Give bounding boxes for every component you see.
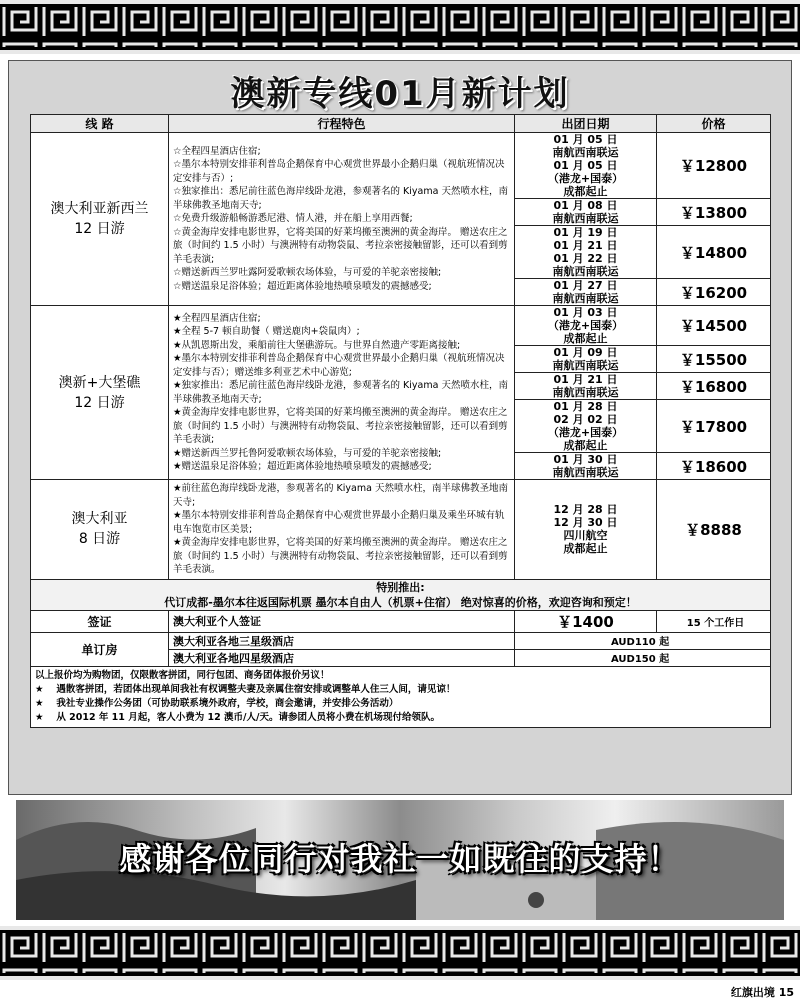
departure-line: 12 月 30 日 — [553, 516, 618, 530]
departure-line: 南航西南联运 — [552, 466, 619, 479]
feature-item: ★独家推出：悉尼前往蓝色海岸线卧龙港，参观著名的 Kiyama 天然喷水柱，南半球佛教圣地南天寺; — [173, 380, 508, 405]
departure-line: 01 月 05 日 — [553, 133, 618, 146]
feature-item: ☆黄金海岸安排电影世界，它将美国的好莱坞搬至澳洲的黄金海岸。 赠送农庄之旅（时间约 1.5 小时）与澳洲特有动物袋鼠、考拉亲密接触留影，还可以看到剪羊毛表演; — [173, 226, 508, 265]
page-title: 澳新专线01月新计划 — [230, 74, 570, 114]
departure-dates — [515, 199, 657, 226]
itinerary-body — [31, 133, 771, 580]
feature-item: ★从凯恩斯出发，乘船前往大堡礁游玩。与世界自然遗产零距离接触; — [173, 339, 461, 351]
note-line: ★ 我社专业操作公务团（可协助联系境外政府，学校，商会邀请，并安排公务活动） — [35, 697, 399, 709]
departure-dates — [515, 306, 657, 346]
feature-item: ★全程 5-7 顿自助餐（ 赠送鹿肉+袋鼠肉）; — [173, 326, 360, 337]
hotel-price: AUD110 起 — [515, 632, 771, 649]
visa-row — [31, 610, 771, 632]
top-border-pattern — [0, 0, 800, 54]
table-row — [31, 480, 771, 580]
price-cell: ￥14500 — [657, 306, 771, 346]
departure-line: 南航西南联运 — [552, 212, 619, 225]
departure-line: 12 月 28 日 — [553, 503, 618, 517]
bottom-greek-key-border — [0, 926, 800, 980]
feature-item: ☆墨尔本特别安排菲利普岛企鹅保育中心观赏世界最小企鹅归巢（视航班情况决定安排与否）; — [173, 159, 505, 184]
note-line: ★ 遇散客拼团，若团体出现单间我社有权调整夫妻及亲属住宿安排或调整单人住三人间，请见谅！ — [35, 683, 456, 695]
departure-line: 01 月 30 日 — [553, 453, 618, 466]
feature-item: ☆全程四星酒店住宿; — [173, 145, 261, 157]
departure-line: 成都起止 — [563, 185, 608, 198]
feature-item: ★墨尔本特别安排菲利普岛企鹅保育中心观赏世界最小企鹅归巢及乘坐环城有轨电车饱览市区美景; — [173, 510, 505, 535]
price-cell: ￥12800 — [657, 133, 771, 199]
departure-line: 01 月 03 日 — [553, 306, 618, 319]
hotel-price: AUD150 起 — [515, 649, 771, 666]
departure-line: 南航西南联运 — [552, 386, 619, 399]
table-row — [31, 133, 771, 199]
special-offer — [31, 579, 771, 610]
hotel-row — [31, 632, 771, 649]
departure-line: 01 月 22 日 — [553, 252, 618, 265]
header-features: 行程特色 — [169, 115, 515, 133]
price-cell: ￥13800 — [657, 199, 771, 226]
features-cell — [169, 133, 515, 306]
feature-item: ☆独家推出：悉尼前往蓝色海岸线卧龙港，参观著名的 Kiyama 天然喷水柱，南半球佛教圣地南天寺; — [173, 186, 508, 211]
note-line: 以上报价均为购物团，仅限散客拼团，同行包团、商务团体报价另议！ — [35, 669, 330, 681]
note-line: ★ 从 2012 年 11 月起，客人小费为 12 澳币/人/天。请参团人员将小费在机场现付给领队。 — [35, 711, 440, 723]
departure-line: （港龙+国泰） — [547, 319, 624, 332]
top-greek-key-border — [0, 0, 800, 54]
table-row — [31, 306, 771, 346]
departure-line: 南航西南联运 — [552, 292, 619, 305]
banner-text: 感谢各位同行对我社一如既往的支持！ — [119, 840, 681, 878]
route-name: 澳大利亚 — [71, 511, 128, 528]
visa-time: 15 个工作日 — [657, 610, 771, 632]
departure-line: 01 月 28 日 — [553, 400, 618, 413]
departure-line: 南航西南联运 — [552, 359, 619, 372]
hotel-name: 澳大利亚各地四星级酒店 — [169, 649, 515, 666]
price-cell: ￥18600 — [657, 453, 771, 480]
feature-item: ★赠送新西兰罗托鲁阿爱歌顿农场体验，与可爱的羊驼亲密接触; — [173, 447, 442, 459]
features-cell — [169, 306, 515, 480]
departure-dates — [515, 346, 657, 373]
route-days: 12 日游 — [74, 394, 125, 411]
departure-dates — [515, 226, 657, 279]
departure-line: （港龙+国泰） — [547, 426, 624, 439]
special-row — [31, 579, 771, 610]
price-cell: ￥16200 — [657, 279, 771, 306]
feature-item: ★黄金海岸安排电影世界，它将美国的好莱坞搬至澳洲的黄金海岸。 赠送农庄之旅（时间约 1.5 小时）与澳洲特有动物袋鼠、考拉亲密接触留影，还可以看到剪羊毛表演。 — [173, 537, 508, 575]
feature-item: ★前往蓝色海岸线卧龙港，参观著名的 Kiyama 天然喷水柱，南半球佛教圣地南天寺; — [173, 483, 508, 508]
departure-dates — [515, 373, 657, 400]
departure-dates — [515, 400, 657, 453]
hotel-name: 澳大利亚各地三星级酒店 — [169, 632, 515, 649]
departure-line: 01 月 21 日 — [553, 239, 618, 252]
departure-dates — [515, 480, 657, 580]
couple-figure — [528, 892, 544, 908]
departure-dates — [515, 453, 657, 480]
price-cell: ￥15500 — [657, 346, 771, 373]
feature-item: ☆免费升级游船畅游悉尼港、情人港，并在船上享用西餐; — [173, 213, 413, 225]
page-footer: 红旗出境 15 — [730, 986, 794, 999]
feature-item: ★黄金海岸安排电影世界，它将美国的好莱坞搬至澳洲的黄金海岸。 赠送农庄之旅（时间约 1.5 小时）与澳洲特有动物袋鼠、考拉亲密接触留影，还可以看到剪羊毛表演; — [173, 407, 508, 445]
route-name-cell — [31, 480, 169, 580]
price-cell: ￥17800 — [657, 400, 771, 453]
special-title: 特别推出: — [376, 580, 425, 594]
header-dates: 出团日期 — [515, 115, 657, 133]
itinerary-table — [30, 114, 771, 728]
feature-item: ★墨尔本特别安排菲利普岛企鹅保育中心观赏世界最小企鹅归巢（视航班情况决定安排与否）；赠送维多利亚艺术中心游览; — [173, 353, 505, 378]
departure-line: 01 月 09 日 — [553, 346, 618, 359]
notes — [31, 666, 771, 727]
route-days: 8 日游 — [78, 531, 121, 548]
departure-dates — [515, 133, 657, 199]
price-cell: ￥8888 — [657, 480, 771, 580]
visa-name: 澳大利亚个人签证 — [169, 610, 515, 632]
header-route: 线 路 — [31, 115, 169, 133]
feature-item: ★全程四星酒店住宿; — [173, 312, 261, 324]
price-cell: ￥14800 — [657, 226, 771, 279]
departure-line: 01 月 08 日 — [553, 199, 618, 212]
hotel-label: 单订房 — [31, 632, 169, 666]
departure-line: 四川航空 — [563, 529, 608, 543]
departure-line: 02 月 02 日 — [553, 413, 618, 426]
feature-item: ☆赠送新西兰罗吐露阿爱歌顿农场体验，与可爱的羊驼亲密接触; — [173, 267, 442, 279]
departure-line: 01 月 19 日 — [553, 226, 618, 239]
departure-line: 成都起止 — [563, 439, 608, 452]
table-header-row — [31, 115, 771, 133]
departure-line: 01 月 27 日 — [553, 279, 618, 292]
departure-dates — [515, 279, 657, 306]
departure-line: 01 月 05 日 — [553, 159, 618, 172]
visa-label: 签证 — [31, 610, 169, 632]
departure-line: 南航西南联运 — [552, 146, 619, 159]
visa-price: ￥1400 — [515, 610, 657, 632]
route-name: 澳大利亚新西兰 — [50, 201, 149, 217]
route-name: 澳新+大堡礁 — [58, 374, 141, 391]
departure-line: 01 月 21 日 — [553, 373, 618, 386]
route-days: 12 日游 — [74, 221, 125, 237]
feature-item: ★赠送温泉足浴体验；超近距离体验地热喷泉喷发的震撼感受; — [173, 461, 432, 472]
notes-row — [31, 666, 771, 727]
features-cell — [169, 480, 515, 580]
price-cell: ￥16800 — [657, 373, 771, 400]
bottom-border-pattern — [0, 926, 800, 980]
departure-line: （港龙+国泰） — [547, 172, 624, 185]
departure-line: 成都起止 — [563, 332, 608, 345]
departure-line: 成都起止 — [563, 542, 608, 556]
special-text: 代订成都-墨尔本往返国际机票 墨尔本自由人（机票+住宿） 绝对惊喜的价格，欢迎咨询和预定！ — [164, 595, 637, 609]
feature-item: ☆赠送温泉足浴体验；超近距离体验地热喷泉喷发的震撼感受; — [173, 280, 432, 292]
header-price: 价格 — [657, 115, 771, 133]
departure-line: 南航西南联运 — [552, 265, 619, 278]
route-name-cell — [31, 306, 169, 480]
route-name-cell — [31, 133, 169, 306]
thank-you-banner — [16, 800, 784, 920]
